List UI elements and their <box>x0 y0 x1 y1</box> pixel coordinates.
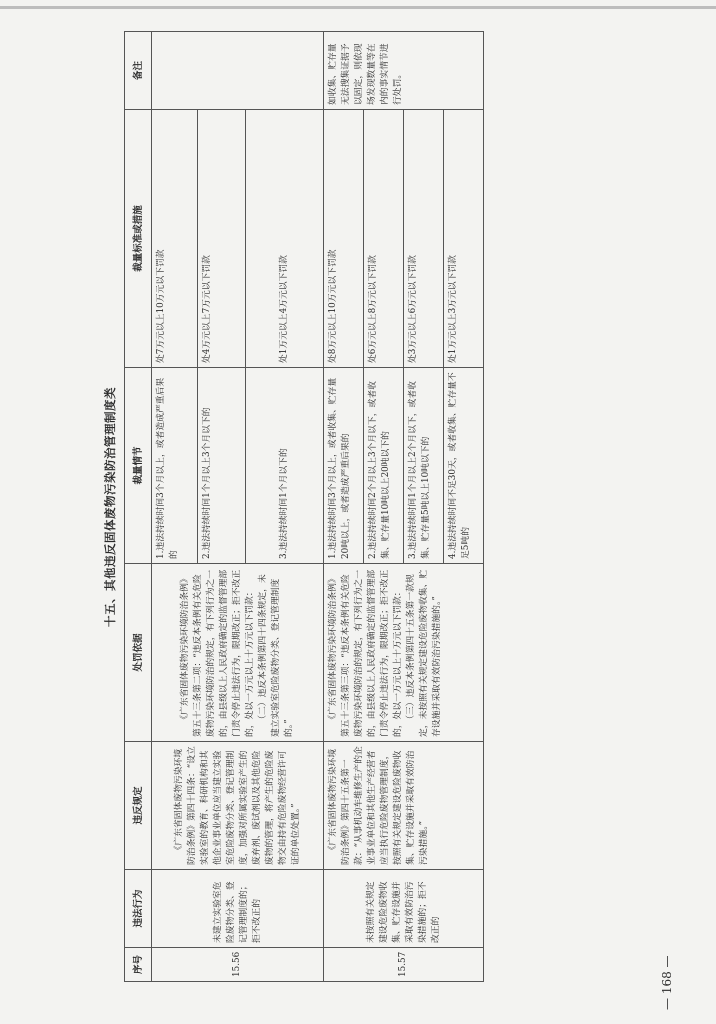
penalty-basis-main: 《广东省固体废物污染环境防治条例》第五十三条第三项：“违反本条例有关危险废物污染环境防治的规定，有下列行为之一的，由县级以上人民政府确定的监督管理部门责令停止违法行为，限期改正；拒不改正的，处以一万元以上十万元以下罚款： <box>328 569 403 737</box>
circumstance: 4.违法持续时间不足30天，或者收集、贮存量不足5吨的 <box>444 368 484 564</box>
circumstance: 2.违法持续时间1个月以上3个月以下的 <box>198 368 246 564</box>
penalty-basis <box>324 564 484 742</box>
circumstance: 3.违法持续时间1个月以上2个月以下，或者收集、贮存量5吨以上10吨以下的 <box>404 368 444 564</box>
table-header-row <box>125 32 152 982</box>
standard: 处6万元以上8万元以下罚款 <box>364 110 404 368</box>
table-row <box>324 32 364 982</box>
circumstance: 1.违法持续时间3个月以上，或者造成严重后果的 <box>152 368 198 564</box>
table-row <box>152 32 198 982</box>
page-top-rule <box>0 6 716 9</box>
note: 如收集、贮存量无法搜集证据予以固定，则依现场发现数量等在内的事实情节进行处罚。 <box>324 32 484 110</box>
section-title: 十五、其他违反固体废物污染防治管理制度类 <box>103 387 117 627</box>
header-act: 违法行为 <box>125 870 152 948</box>
header-circumstance: 裁量情节 <box>125 368 152 564</box>
penalty-table <box>124 31 484 982</box>
row-number: 15.57 <box>324 948 484 982</box>
circumstance: 1.违法持续时间3个月以上，或者收集、贮存量20吨以上，或者造成严重后果的 <box>324 368 364 564</box>
row-number: 15.56 <box>152 948 324 982</box>
standard: 处8万元以上10万元以下罚款 <box>324 110 364 368</box>
circumstance: 3.违法持续时间1个月以下的 <box>246 368 324 564</box>
header-standard: 裁量标准或措施 <box>125 110 152 368</box>
standard: 处4万元以上7万元以下罚款 <box>198 110 246 368</box>
header-note: 备注 <box>125 32 152 110</box>
header-basis: 处罚依据 <box>125 564 152 742</box>
penalty-basis-item: （二）违反本条例第四十四条规定，未建立实验室危险废物分类、登记管理制度的。” <box>258 574 294 737</box>
penalty-basis-main: 《广东省固体废物污染环境防治条例》第五十三条第二项：“违反本条例有关危险废物污染环境防治的规定，有下列行为之一的，由县级以上人民政府确定的监督管理部门责令停止违法行为，限期改正；拒不改正的，处以一万元以上十万元以下罚款： <box>180 569 255 737</box>
page-number: — 168 — <box>660 955 674 1010</box>
standard: 处3万元以上6万元以下罚款 <box>404 110 444 368</box>
header-no: 序号 <box>125 948 152 982</box>
violation-act: 未按照有关规定建设危险废物收集、贮存设施并采取有效防治污染措施的；拒不改正的 <box>324 870 484 948</box>
header-law: 违反规定 <box>125 742 152 870</box>
violated-provision: 《广东省固体废物污染环境防治条例》第四十五条第一款：“从事机动车维修生产的企业事业单位和其他生产经营者应当执行危险废物管理制度，按照有关规定建设危险废物收集、贮存设施并采取有效防治污染措施。” <box>324 742 484 870</box>
violation-act: 未建立实验室危险废物分类、登记管理制度的；拒不改正的 <box>152 870 324 948</box>
violated-provision: 《广东省固体废物污染环境防治条例》第四十四条：“设立实验室的教育、科研机构和其他企业事业单位应当建立实验室危险废物分类、登记管理制度，加强对所属实验室产生的废弃剂、废试剂以及其他危险废物的管理，将产生的危险废物交由持有危险废物经营许可证的单位处置。” <box>152 742 324 870</box>
rotated-table-container <box>96 32 486 982</box>
standard: 处7万元以上10万元以下罚款 <box>152 110 198 368</box>
standard: 处1万元以上3万元以下罚款 <box>444 110 484 368</box>
penalty-basis-item: （三）违反本条例第四十五条第一款规定，未按照有关规定建设危险废物收集、贮存设施并采取有效防治污染措施的。” <box>406 569 442 737</box>
standard: 处1万元以上4万元以下罚款 <box>246 110 324 368</box>
circumstance: 2.违法持续时间2个月以上3个月以下，或者收集、贮存量10吨以上20吨以下的 <box>364 368 404 564</box>
penalty-basis <box>152 564 324 742</box>
note <box>152 32 324 110</box>
